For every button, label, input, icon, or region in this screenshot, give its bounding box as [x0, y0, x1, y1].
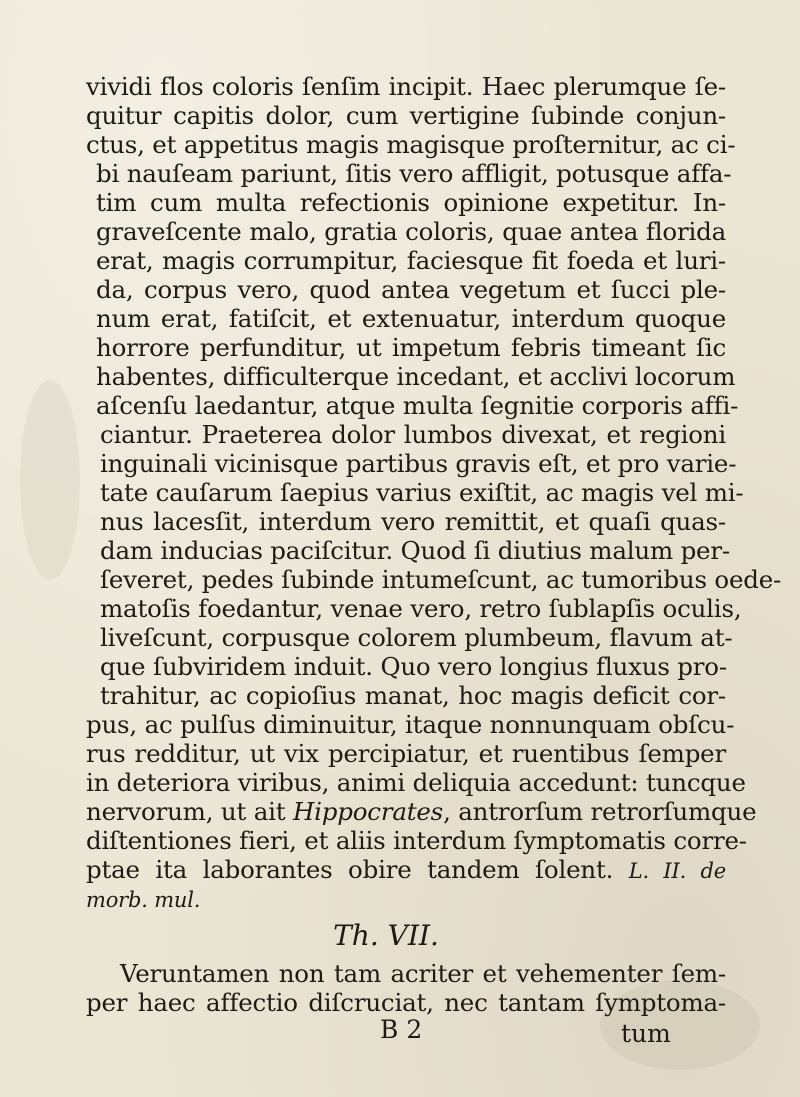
text-line: rus redditur, ut vix percipiatur, et ruentibus ſemper [86, 739, 726, 768]
text-line: nus lacesſit, interdum vero remittit, et quaſi quas- [100, 507, 726, 536]
main-text [86, 72, 782, 1048]
text-line: num erat, fatiſcit, et extenuatur, interdum quoque [96, 304, 726, 333]
signature-mark: B 2 [380, 1015, 423, 1044]
reference-note: morb. mul. [86, 888, 201, 912]
text-fragment: ptae ita laborantes obire tandem ſolent. [86, 855, 614, 884]
text-fragment: , antrorſum retrorſumque [443, 797, 757, 826]
text-line: habentes, difficulterque incedant, et acclivi locorum [96, 362, 736, 391]
author-name: Hippocrates [292, 797, 444, 826]
text-line: quitur capitis dolor, cum vertigine ſubinde conjun- [86, 101, 726, 130]
text-line [86, 855, 726, 884]
text-line: aſcenſu laedantur, atque multa ſegnitie corporis affi- [96, 391, 739, 420]
text-line: trahitur, ac copioſius manat, hoc magis deficit cor- [100, 681, 726, 710]
text-line: tim cum multa refectionis opinione expetitur. In- [96, 188, 726, 217]
text-line [86, 797, 757, 826]
text-line: liveſcunt, corpusque colorem plumbeum, flavum at- [100, 623, 733, 652]
text-line: per haec affectio diſcruciat, nec tantam ſymptoma- [86, 988, 726, 1017]
section-heading: Th. VII. [333, 919, 439, 952]
paper-stain [20, 380, 80, 580]
text-line: bi nauſeam pariunt, ſitis vero affligit, potusque affa- [96, 159, 732, 188]
text-line: Veruntamen non tam acriter et vehementer ſem- [120, 959, 726, 988]
text-line [86, 884, 726, 913]
text-line: graveſcente malo, gratia coloris, quae antea florida [96, 217, 726, 246]
text-line: tate cauſarum ſaepius varius exiſtit, ac magis vel mi- [100, 478, 744, 507]
text-line: da, corpus vero, quod antea vegetum et ſucci ple- [96, 275, 726, 304]
text-line: ciantur. Praeterea dolor lumbos divexat, et regioni [100, 420, 726, 449]
text-line: dam inducias paciſcitur. Quod ſi diutius malum per- [100, 536, 730, 565]
text-line: horrore perfunditur, ut impetum febris timeant ſic [96, 333, 726, 362]
text-fragment: nervorum, ut ait [86, 797, 286, 826]
reference-note: L. II. de [628, 859, 726, 883]
text-line: que ſubviridem induit. Quo vero longius fluxus pro- [100, 652, 727, 681]
text-line: in deteriora viribus, animi deliquia accedunt: tuncque [86, 768, 746, 797]
text-line: matoſis foedantur, venae vero, retro ſublapſis oculis, [100, 594, 742, 623]
text-line: erat, magis corrumpitur, faciesque fit foeda et luri- [96, 246, 726, 275]
text-line: diſtentiones fieri, et aliis interdum ſymptomatis corre- [86, 826, 747, 855]
catchword: tum [621, 1019, 671, 1048]
page-footer [86, 1017, 726, 1047]
text-line: ctus, et appetitus magis magisque proſternitur, ac ci- [86, 130, 736, 159]
text-line: vividi flos coloris ſenſim incipit. Haec plerumque ſe- [86, 72, 726, 101]
text-line: ſeveret, pedes ſubinde intumeſcunt, ac tumoribus oede- [100, 565, 782, 594]
text-line: inguinali vicinisque partibus gravis eſt, et pro varie- [100, 449, 737, 478]
text-line: pus, ac pulſus diminuitur, itaque nonnunquam obſcu- [86, 710, 735, 739]
